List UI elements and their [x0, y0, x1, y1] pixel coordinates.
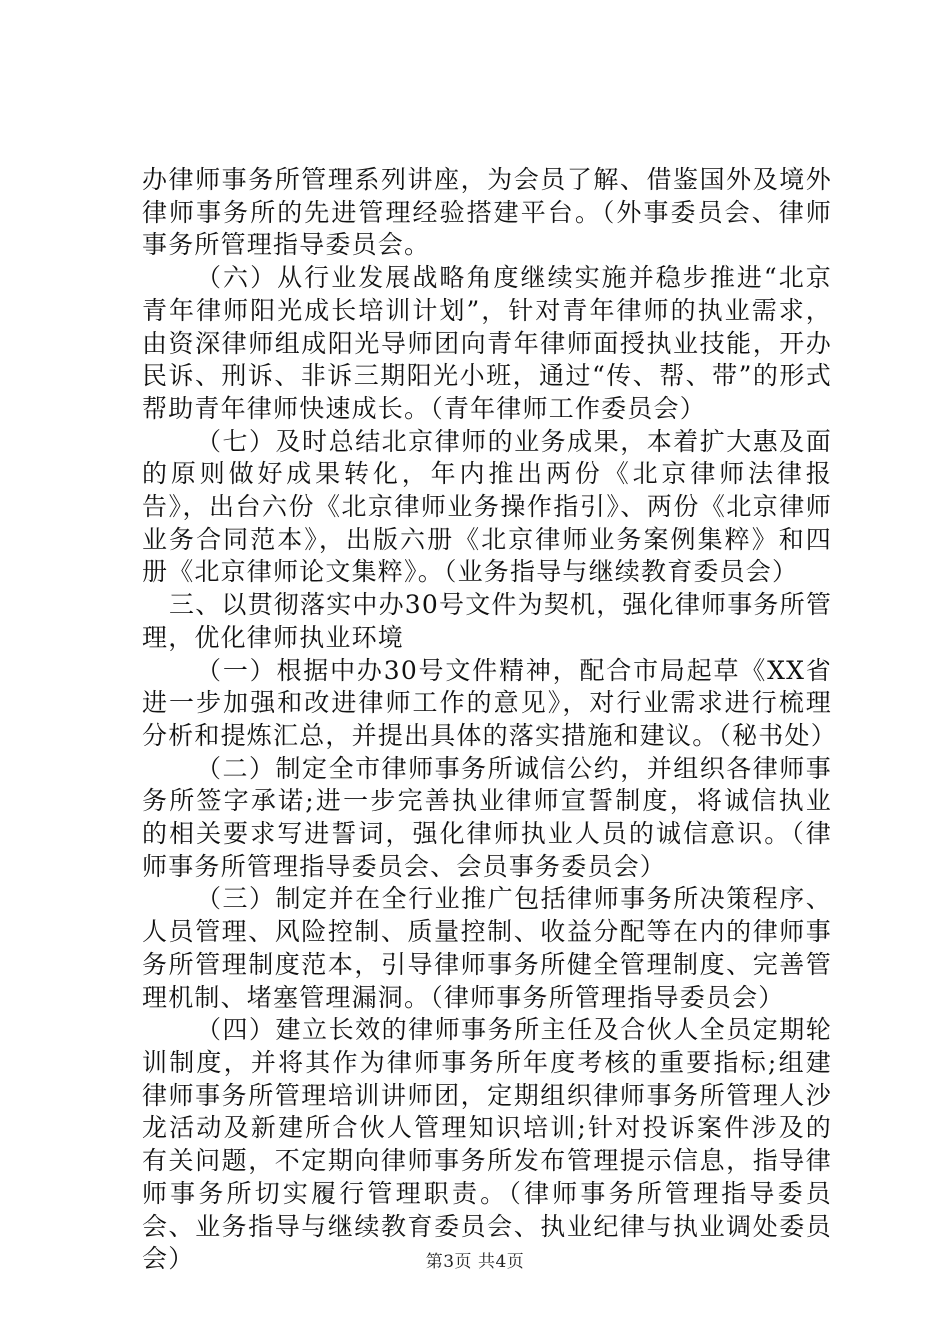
paragraph-item-1: （一）根据中办30号文件精神，配合市局起草《XX省进一步加强和改进律师工作的意见》，对行业需求进行梳理分析和提炼汇总，并提出具体的落实措施和建议。（秘书处） [142, 655, 837, 750]
paragraph-continuation: 办律师事务所管理系列讲座，为会员了解、借鉴国外及境外律师事务所的先进管理经验搭建平台。（外事委员会、律师事务所管理指导委员会。 [142, 165, 832, 260]
paragraph-item-7: （七）及时总结北京律师的业务成果，本着扩大惠及面的原则做好成果转化，年内推出两份《北京律师法律报告》，出台六份《北京律师业务操作指引》、两份《北京律师业务合同范本》，出版六册《北京律师业务案例集粹》和四册《北京律师论文集粹》。（业务指导与继续教育委员会） [142, 426, 832, 587]
document-body [142, 164, 837, 1276]
paragraph-item-2: （二）制定全市律师事务所诚信公约，并组织各律师事务所签字承诺;进一步完善执业律师宣誓制度，将诚信执业的相关要求写进誓词，强化律师执业人员的诚信意识。（律师事务所管理指导委员会、会员事务委员会） [142, 753, 832, 881]
paragraph-item-4: （四）建立长效的律师事务所主任及合伙人全员定期轮训制度，并将其作为律师事务所年度考核的重要指标;组建律师事务所管理培训讲师团，定期组织律师事务所管理人沙龙活动及新建所合伙人管理知识培训;针对投诉案件涉及的有关问题，不定期向律师事务所发布管理提示信息，指导律师事务所切实履行管理职责。（律师事务所管理指导委员会、业务指导与继续教育委员会、执业纪律与执业调处委员会） [142, 1015, 832, 1274]
paragraph-item-3: （三）制定并在全行业推广包括律师事务所决策程序、人员管理、风险控制、质量控制、收益分配等在内的律师事务所管理制度范本，引导律师事务所健全管理制度、完善管理机制、堵塞管理漏洞。（律师事务所管理指导委员会） [142, 884, 832, 1012]
section-heading-3: 三、以贯彻落实中办30号文件为契机，强化律师事务所管理，优化律师执业环境 [142, 590, 833, 652]
page-number-footer: 第3页 共4页 [425, 1252, 525, 1272]
paragraph-item-6: （六）从行业发展战略角度继续实施并稳步推进“北京青年律师阳光成长培训计划”，针对青年律师的执业需求，由资深律师组成阳光导师团向青年律师面授执业技能，开办民诉、刑诉、非诉三期阳光小班，通过“传、帮、带”的形式帮助青年律师快速成长。（青年律师工作委员会） [142, 263, 832, 423]
